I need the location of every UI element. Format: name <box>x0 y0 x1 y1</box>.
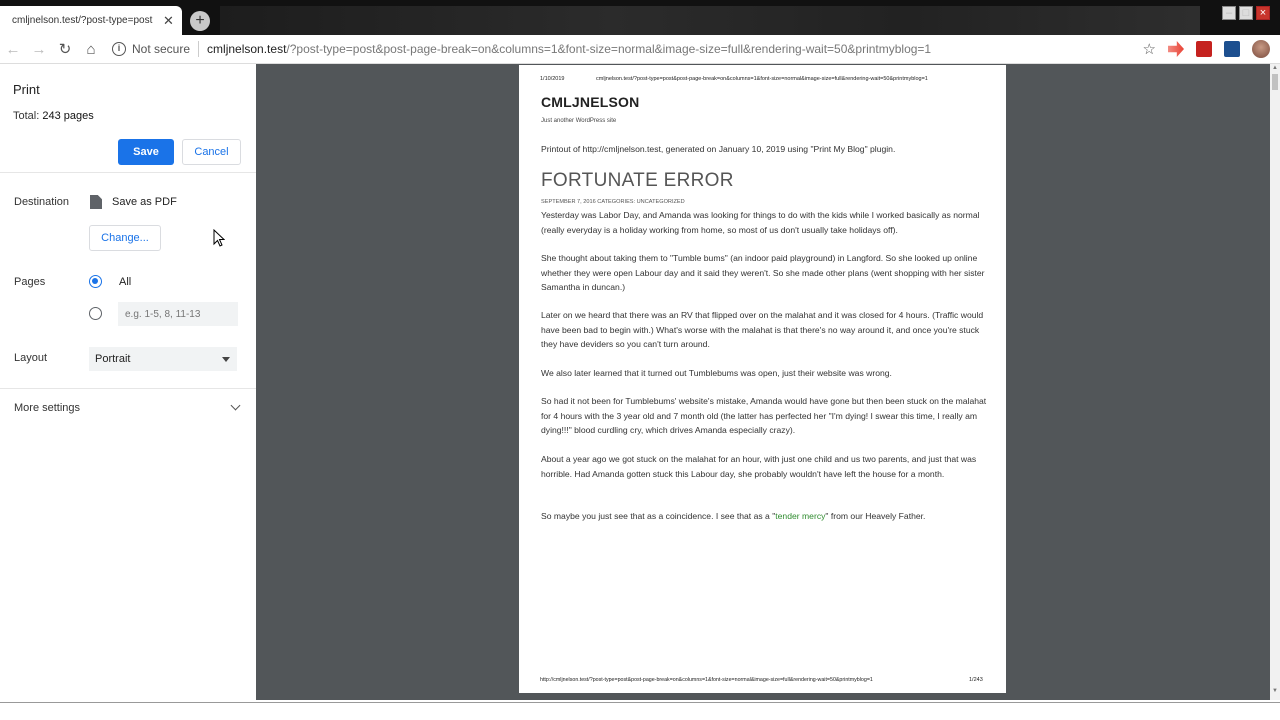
more-settings-toggle[interactable] <box>0 396 244 420</box>
reload-icon[interactable]: ↻ <box>58 41 72 58</box>
extension-arrow-icon[interactable] <box>1168 41 1184 57</box>
tab-title: cmljnelson.test/?post-type=post <box>12 15 153 26</box>
post-paragraph: So had it not been for Tumblebums' website's mistake, Amanda would have gone but then been stuck on the malahat for 4 hours with the 3 year old and 7 month old (the latter has perfected her "I'm dying! I swear this time, I really am dying!!!" blood curdling cry, which drives Amanda especially crazy). <box>541 396 987 435</box>
forward-arrow-icon[interactable]: → <box>31 40 47 58</box>
divider <box>0 388 256 389</box>
post-paragraph: We also later learned that it turned out Tumblebums was open, just their website was wrong. <box>541 368 892 378</box>
home-icon[interactable]: ⌂ <box>86 40 96 58</box>
change-destination-button[interactable]: Change... <box>89 225 161 251</box>
url-path: /?post-type=post&post-page-break=on&columns=1&font-size=normal&image-size=full&rendering-wait=50&printmyblog=1 <box>286 42 932 56</box>
post-paragraph: About a year ago we got stuck on the malahat for an hour, with just one child and us two parents, and just that was horrible. Had Amanda gotten stuck this Labour day, she probably wouldn't have left the house for a month. <box>541 454 977 479</box>
scrollbar-thumb[interactable] <box>1272 74 1278 90</box>
total-value: 243 pages <box>42 110 94 122</box>
back-arrow-icon[interactable]: ← <box>5 40 21 58</box>
browser-toolbar <box>0 35 1280 64</box>
pages-range-input[interactable] <box>118 302 238 326</box>
last-paragraph-end: " from our Heavely Father. <box>825 511 926 521</box>
pages-all-radio[interactable] <box>89 275 102 288</box>
preview-scrollbar[interactable] <box>1270 64 1280 700</box>
layout-value: Portrait <box>95 353 131 365</box>
document-icon <box>90 195 102 209</box>
chevron-down-icon <box>231 401 241 411</box>
address-bar[interactable] <box>112 37 931 61</box>
url-text[interactable] <box>207 42 931 56</box>
window-bottom-edge <box>0 700 1280 720</box>
printout-line: Printout of http://cmljnelson.test, generated on January 10, 2019 using "Print My Blog" plugin. <box>541 144 896 154</box>
minimize-button[interactable]: – <box>1222 6 1236 20</box>
close-window-button[interactable]: × <box>1256 6 1270 20</box>
security-label: Not secure <box>132 42 191 56</box>
destination-label: Destination <box>14 196 70 208</box>
maximize-button[interactable]: □ <box>1239 6 1253 20</box>
url-separator <box>198 41 199 57</box>
page-footer-url: http://cmljnelson.test/?post-type=post&post-page-break=on&columns=1&font-size=normal&image-size=full&rendering-wait=50&printmyblog=1 <box>540 677 873 683</box>
site-title: CMLJNELSON <box>541 94 640 110</box>
print-total <box>13 110 94 122</box>
toolbar-actions <box>1143 40 1270 58</box>
last-paragraph-start: So maybe you just see that as a coincidence. I see that as a " <box>541 511 776 521</box>
more-settings-label: More settings <box>14 402 81 414</box>
page-number: 1/243 <box>969 677 983 683</box>
layout-select[interactable] <box>89 347 237 371</box>
save-button[interactable]: Save <box>118 139 174 165</box>
url-host: cmljnelson.test <box>207 42 287 56</box>
page-header-url: cmljnelson.test/?post-type=post&post-page-break=on&columns=1&font-size=normal&image-size=full&rendering-wait=50&printmyblog=1 <box>596 76 928 82</box>
bottom-rule <box>0 702 1280 703</box>
scroll-down-icon[interactable]: ▼ <box>1272 688 1278 694</box>
tender-mercy-link[interactable]: tender mercy <box>775 511 826 521</box>
print-title: Print <box>13 82 40 97</box>
extension-red-icon[interactable] <box>1196 41 1212 57</box>
destination-text: Save as PDF <box>112 196 177 208</box>
post-paragraph-last <box>541 509 987 524</box>
post-paragraph: Later on we heard that there was an RV that flipped over on the malahat and it was closed for 4 hours. (Traffic would have been bad to begin with.) What's worse with the malahat is that there's no way around it, and once you're stuck they have deviders so you can't turn around. <box>541 310 984 349</box>
tab-close-icon[interactable]: ✕ <box>163 12 174 28</box>
cancel-button[interactable]: Cancel <box>182 139 241 165</box>
info-icon[interactable]: i <box>112 42 126 56</box>
preview-page <box>519 65 1006 693</box>
scroll-up-icon[interactable]: ▲ <box>1272 65 1278 71</box>
total-label: Total: <box>13 110 40 122</box>
extension-blue-icon[interactable] <box>1224 41 1240 57</box>
window-controls <box>1219 6 1270 20</box>
print-settings-panel <box>0 64 256 720</box>
star-icon[interactable]: ☆ <box>1142 41 1156 58</box>
post-paragraph: Yesterday was Labor Day, and Amanda was looking for things to do with the kids while I worked basically as normal (really everyday is a holiday working from home, so most of us don't usually take holidays off). <box>541 210 980 235</box>
pages-label: Pages <box>14 276 46 288</box>
chevron-down-icon <box>222 357 230 362</box>
pages-custom-radio[interactable] <box>89 307 102 320</box>
new-tab-button[interactable]: + <box>190 11 210 31</box>
tab-strip-background <box>220 6 1200 35</box>
tab-strip <box>0 0 1280 35</box>
browser-tab[interactable] <box>0 6 182 35</box>
site-tagline: Just another WordPress site <box>541 118 617 124</box>
avatar[interactable] <box>1252 40 1270 58</box>
page-header-date: 1/10/2019 <box>540 76 565 82</box>
destination-value <box>90 195 177 209</box>
post-meta: SEPTEMBER 7, 2016 CATEGORIES: UNCATEGORIZED <box>541 199 685 205</box>
post-paragraph: She thought about taking them to "Tumble bums" (an indoor paid playground) in Langford. So she looked up online whether they were open Labour day and it said they weren't. So she made other plans (went shopping with her sister Samantha in duncan.) <box>541 253 985 292</box>
post-title: FORTUNATE ERROR <box>541 170 734 191</box>
layout-label: Layout <box>14 352 48 364</box>
pages-all-label: All <box>119 276 132 288</box>
divider <box>0 172 256 173</box>
